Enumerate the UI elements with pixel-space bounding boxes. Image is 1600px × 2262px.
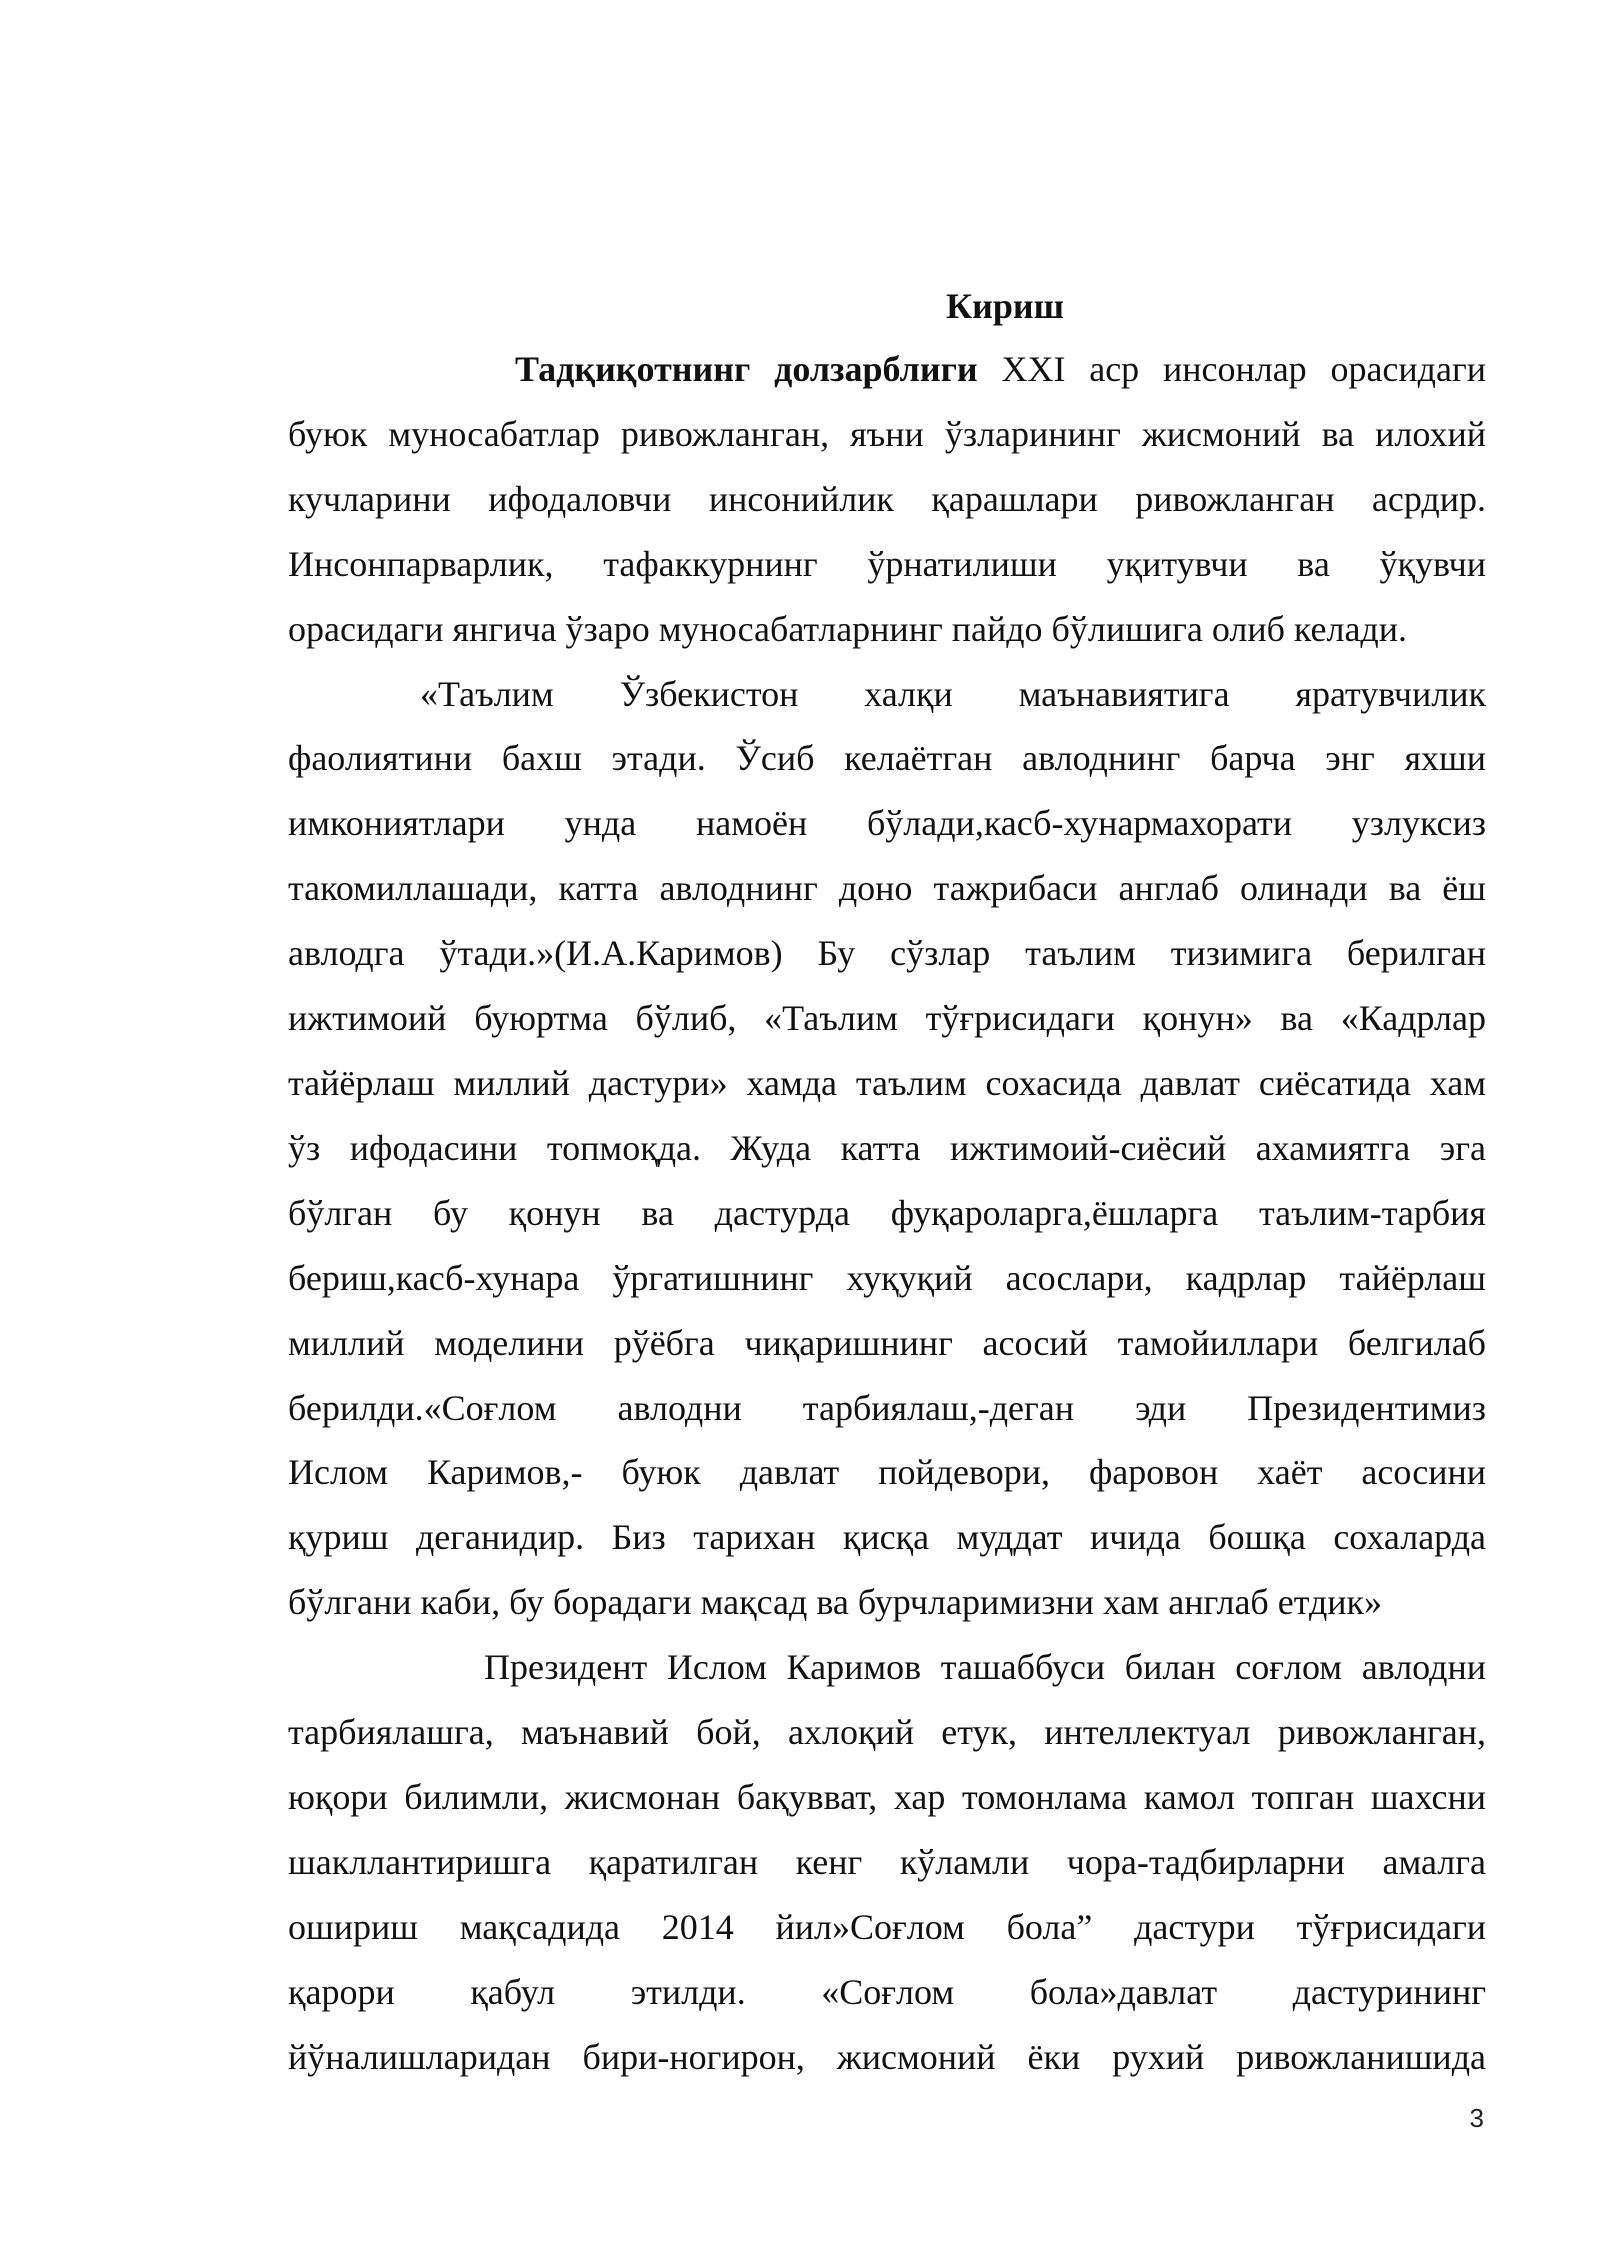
paragraph-line: қарори қабул этилди. «Соғлом бола»давлат дастурининг: [288, 1971, 1486, 2012]
paragraph-line: йўналишларидан бири-ногирон, жисмоний ёки рухий ривожланишида: [288, 2036, 1486, 2077]
line-text: XXI аср инсонлар орасидаги: [977, 349, 1486, 389]
paragraph-relevance: [288, 337, 1486, 662]
paragraph-line: фаолиятини бахш этади. Ўсиб келаётган авлоднинг барча энг яхши: [288, 738, 1486, 779]
paragraph-healthy-child: [288, 1635, 1486, 2089]
paragraph-line: орасидаги янгича ўзаро муносабатларнинг пайдо бўлишига олиб келади.: [288, 608, 1408, 649]
paragraph-line: бўлган бу қонун ва дастурда фуқароларга,ёшларга таълим-тарбия: [288, 1192, 1486, 1233]
paragraph-line: кучларини ифодаловчи инсонийлик қарашлари ривожланган асрдир.: [288, 478, 1486, 519]
paragraph-line: миллий моделини рўёбга чиқаришнинг асосий тамойиллари белгилаб: [288, 1322, 1486, 1363]
paragraph-line: Ислом Каримов,- буюк давлат пойдевори, фаровон хаёт асосини: [288, 1452, 1486, 1493]
paragraph-line: Инсонпарварлик, тафаккурнинг ўрнатилиши уқитувчи ва ўқувчи: [288, 543, 1486, 584]
paragraph-quote: [288, 662, 1486, 1636]
paragraph-line: шакллантиришга қаратилган кенг кўламли чора-тадбирларни амалга: [288, 1841, 1486, 1882]
paragraph-line: ошириш мақсадида 2014 йил»Соғлом бола” дастури тўғрисидаги: [288, 1906, 1486, 1947]
page-number: 3: [1469, 2103, 1484, 2133]
paragraph-line: ижтимоий буюртма бўлиб, «Таълим тўғрисидаги қонун» ва «Кадрлар: [288, 998, 1486, 1039]
paragraph-line: ўз ифодасини топмоқда. Жуда катта ижтимоий-сиёсий ахамиятга эга: [288, 1127, 1486, 1168]
paragraph-line: Президент Ислом Каримов ташаббуси билан соғлом авлодни: [484, 1647, 1486, 1688]
page-content: [288, 281, 1486, 2089]
paragraph-line: тарбиялашга, маънавий бой, ахлоқий етук, интеллектуал ривожланган,: [288, 1712, 1486, 1753]
paragraph-line: имкониятлари унда намоён бўлади,касб-хунармахорати узлуксиз: [288, 803, 1486, 844]
paragraph-line: бериш,касб-хунара ўргатишнинг хуқуқий асослари, кадрлар тайёрлаш: [288, 1257, 1486, 1298]
paragraph-line: буюк муносабатлар ривожланган, яъни ўзларининг жисмоний ва илохий: [288, 413, 1486, 454]
section-lead-heading: Тадқиқотнинг долзарблиги: [515, 349, 978, 389]
paragraph-line: авлодга ўтади.»(И.А.Каримов) Бу сўзлар таълим тизимига берилган: [288, 933, 1486, 974]
paragraph-line: юқори билимли, жисмонан бақувват, хар томонлама камол топган шахсни: [288, 1776, 1486, 1817]
page-title: Кириш: [945, 286, 1064, 326]
paragraph-line: «Таълим Ўзбекистон халқи маънавиятига яратувчилик: [420, 673, 1486, 714]
paragraph-line: бўлгани каби, бу борадаги мақсад ва бурчларимизни хам англаб етдик»: [288, 1582, 1383, 1623]
paragraph-line: [288, 337, 1486, 402]
paragraph-line: берилди.«Соғлом авлодни тарбиялаш,-деган эди Президентимиз: [288, 1387, 1486, 1428]
paragraph-line: тайёрлаш миллий дастури» хамда таълим сохасида давлат сиёсатида хам: [288, 1062, 1486, 1103]
paragraph-line: қуриш деганидир. Биз тарихан қисқа муддат ичида бошқа сохаларда: [288, 1517, 1486, 1558]
paragraph-line: такомиллашади, катта авлоднинг доно тажрибаси англаб олинади ва ёш: [288, 868, 1486, 909]
